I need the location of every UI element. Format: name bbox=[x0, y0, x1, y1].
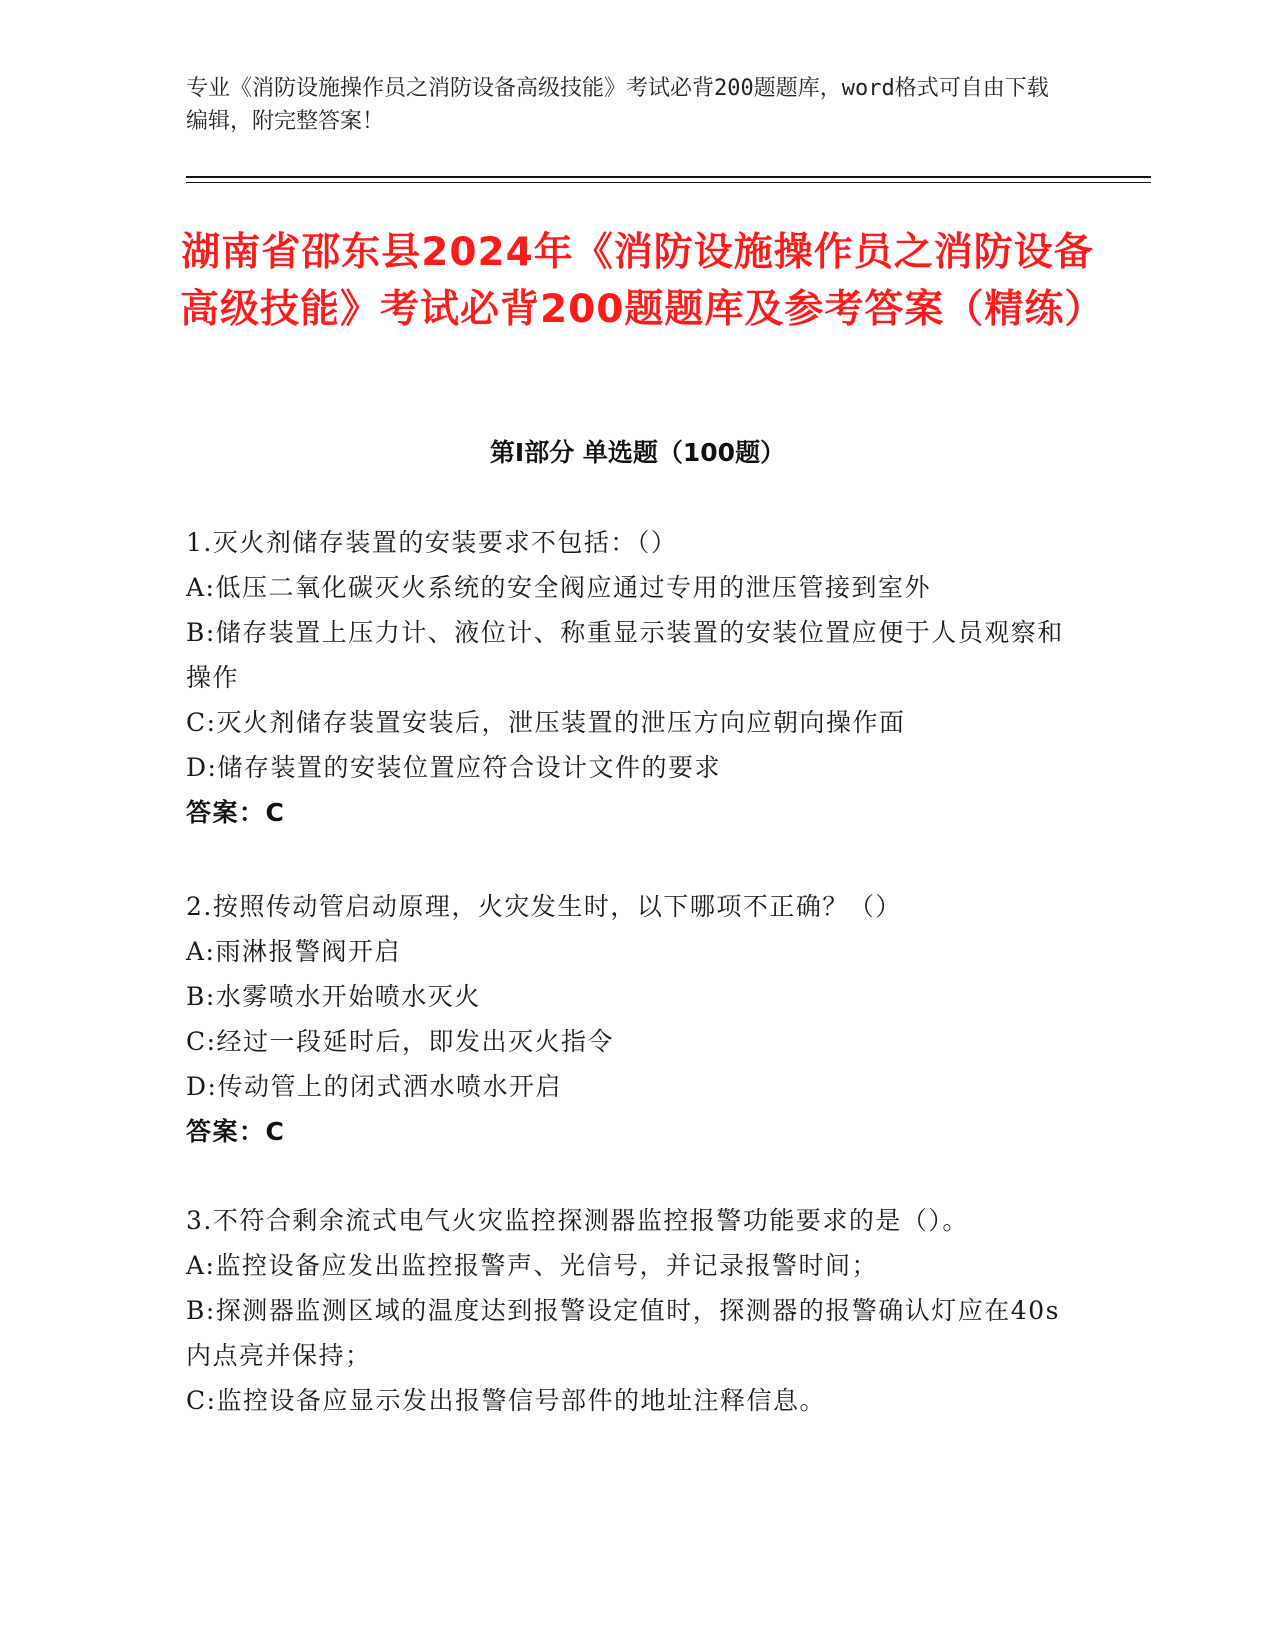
question-stem: 3.不符合剩余流式电气火灾监控探测器监控报警功能要求的是（）。 bbox=[186, 1206, 969, 1235]
answer: 答案：C bbox=[186, 1117, 286, 1146]
option-d: D:储存装置的安装位置应符合设计文件的要求 bbox=[186, 753, 721, 782]
document-title: 湖南省邵东县2024年《消防设施操作员之消防设备高级技能》考试必背200题题库及参考答案（精练） bbox=[180, 230, 1105, 332]
option-b: B:储存装置上压力计、液位计、称重显示装置的安装位置应便于人员观察和操作 bbox=[186, 618, 1064, 692]
question-block-3 bbox=[186, 1198, 1066, 1423]
option-a: A:监控设备应发出监控报警声、光信号，并记录报警时间； bbox=[186, 1251, 878, 1280]
option-d: D:传动管上的闭式洒水喷水开启 bbox=[186, 1072, 562, 1101]
question-block-2 bbox=[186, 884, 1066, 1154]
header-divider-thick bbox=[186, 176, 1151, 178]
option-c: C:监控设备应显示发出报警信号部件的地址注释信息。 bbox=[186, 1386, 827, 1415]
header-divider-thin bbox=[186, 182, 1151, 183]
question-block-1 bbox=[186, 520, 1066, 835]
option-a: A:雨淋报警阀开启 bbox=[186, 937, 401, 966]
section-title: 第I部分 单选题（100题） bbox=[489, 438, 786, 467]
header-note: 专业《消防设施操作员之消防设备高级技能》考试必背200题题库，word格式可自由下载编辑，附完整答案！ bbox=[186, 76, 1049, 134]
option-c: C:灭火剂储存装置安装后，泄压装置的泄压方向应朝向操作面 bbox=[186, 708, 906, 737]
option-b: B:水雾喷水开始喷水灭火 bbox=[186, 982, 481, 1011]
option-c: C:经过一段延时后，即发出灭火指令 bbox=[186, 1027, 615, 1056]
option-b: B:探测器监测区域的温度达到报警设定值时，探测器的报警确认灯应在40s内点亮并保持； bbox=[186, 1296, 1060, 1370]
option-a: A:低压二氧化碳灭火系统的安全阀应通过专用的泄压管接到室外 bbox=[186, 573, 931, 602]
question-stem: 2.按照传动管启动原理，火灾发生时，以下哪项不正确？（） bbox=[186, 892, 902, 921]
question-stem: 1.灭火剂储存装置的安装要求不包括：（） bbox=[186, 528, 678, 557]
answer: 答案：C bbox=[186, 798, 286, 827]
